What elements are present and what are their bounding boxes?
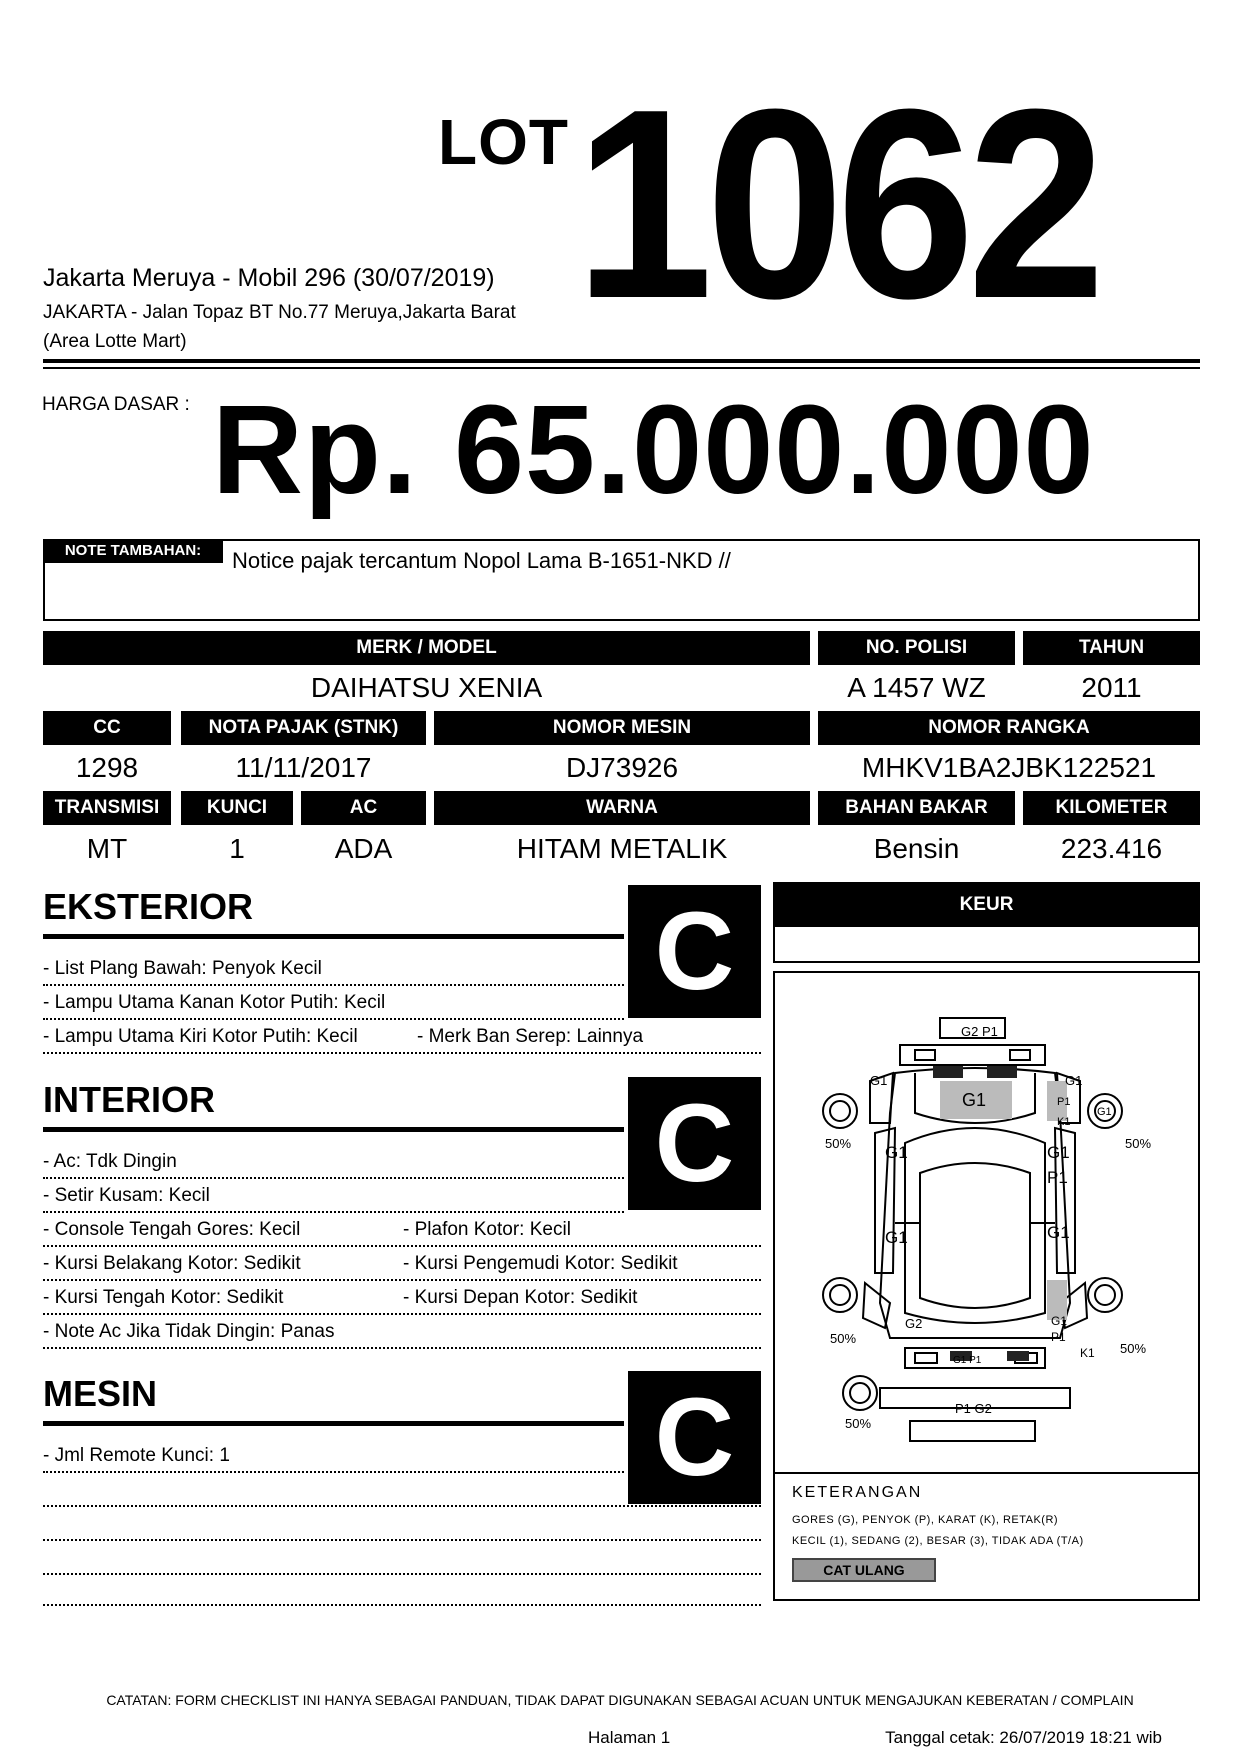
note-text: Notice pajak tercantum Nopol Lama B-1651-NKD // [232, 548, 731, 573]
rear-bumper-label: P1 G2 [955, 1401, 992, 1416]
lot-label: LOT [438, 106, 569, 178]
front-bumper [900, 1045, 1045, 1065]
r-rear-door-label: G1 [1047, 1223, 1070, 1242]
auction-title: Jakarta Meruya - Mobil 296 (30/07/2019) [43, 264, 495, 292]
interior-title: INTERIOR [43, 1079, 216, 1120]
rangka-value: MHKV1BA2JBK122521 [861, 752, 1157, 783]
kunci-header: KUNCI [181, 791, 293, 825]
lot-number: 1062 [575, 54, 1099, 355]
pajak-header: NOTA PAJAK (STNK) [181, 711, 426, 745]
r-front-door-p-label: P1 [1047, 1168, 1068, 1187]
keterangan-legend-2: KECIL (1), SEDANG (2), BESAR (3), TIDAK ADA (T/A) [792, 1535, 1084, 1547]
keterangan-legend-1: GORES (G), PENYOK (P), KARAT (K), RETAK(R) [792, 1514, 1059, 1526]
cc-value: 1298 [75, 752, 139, 783]
interior-item: - Plafon Kotor: Kecil [403, 1219, 571, 1240]
fl-fender-label: G1 [870, 1073, 888, 1088]
print-date: Tanggal cetak: 26/07/2019 18:21 wib [885, 1728, 1162, 1747]
interior-item: - Console Tengah Gores: Kecil [43, 1219, 301, 1240]
interior-item: - Kursi Depan Kotor: Sedikit [403, 1287, 638, 1308]
mesin-empty-line [43, 1604, 761, 1606]
r-quarter-p-label: P1 [1051, 1330, 1066, 1344]
mesin-empty-line [43, 1539, 761, 1541]
polisi-header: NO. POLISI [818, 631, 1015, 665]
km-value: 223.416 [1060, 833, 1163, 864]
tailgate-label: G1 P1 [953, 1355, 982, 1366]
mesin-grade: C [628, 1371, 761, 1504]
l-quarter-label: G2 [905, 1316, 923, 1331]
r-quarter-k-label: K1 [1080, 1346, 1095, 1360]
interior-item: - Note Ac Jika Tidak Dingin: Panas [43, 1315, 761, 1349]
tire-rr-pct: 50% [1120, 1341, 1147, 1356]
note-label: NOTE TAMBAHAN: [43, 539, 223, 563]
interior-item: - Kursi Belakang Kotor: Sedikit [43, 1253, 301, 1274]
tire-spare-pct: 50% [845, 1416, 872, 1431]
merk-header: MERK / MODEL [43, 631, 810, 665]
bahan-header: BAHAN BAKAR [818, 791, 1015, 825]
l-rear-door-label: G1 [885, 1228, 908, 1247]
footer-catatan: CATATAN: FORM CHECKLIST INI HANYA SEBAGAI PANDUAN, TIDAK DAPAT DIGUNAKAN SEBAGAI ACUAN UNTUK MENGAJUKAN KEBERATAN / COMPLAIN [106, 1692, 1134, 1708]
eksterior-item: - Merk Ban Serep: Lainnya [417, 1026, 644, 1047]
interior-row [43, 1247, 761, 1281]
r-quarter-label: G1 [1051, 1314, 1068, 1328]
interior-row [43, 1281, 761, 1315]
fr-wheel-label: G1 [1097, 1106, 1112, 1118]
front-bumper-label: G2 P1 [961, 1024, 998, 1039]
eksterior-title: EKSTERIOR [43, 886, 254, 927]
kunci-value: 1 [229, 833, 245, 864]
mesin-item: - Jml Remote Kunci: 1 [43, 1439, 624, 1473]
header-divider [43, 359, 1200, 363]
bahan-value: Bensin [873, 833, 960, 864]
ac-header: AC [301, 791, 426, 825]
fr-fender-k-label: K1 [1057, 1116, 1071, 1128]
harga-dasar-label: HARGA DASAR : [42, 394, 190, 415]
rangka-header: NOMOR RANGKA [818, 711, 1200, 745]
eksterior-rule [43, 934, 624, 939]
mesin-header: NOMOR MESIN [434, 711, 810, 745]
warna-value: HITAM METALIK [516, 833, 728, 864]
interior-item: - Kursi Pengemudi Kotor: Sedikit [403, 1253, 678, 1274]
eksterior-item: - Lampu Utama Kiri Kotor Putih: Kecil [43, 1026, 358, 1047]
eksterior-row [43, 1020, 761, 1054]
fr-fender-label: G1 [1065, 1073, 1083, 1088]
cat-ulang-swatch: CAT ULANG [792, 1558, 936, 1582]
interior-item: - Kursi Tengah Kotor: Sedikit [43, 1287, 284, 1308]
transmisi-value: MT [86, 833, 128, 864]
keur-header: KEUR [773, 882, 1200, 927]
interior-row [43, 1213, 761, 1247]
page-number: Halaman 1 [588, 1728, 671, 1747]
mesin-empty-line [43, 1505, 761, 1507]
km-header: KILOMETER [1023, 791, 1200, 825]
cc-header: CC [43, 711, 171, 745]
hood-label: G1 [962, 1090, 987, 1110]
tire-rl-pct: 50% [830, 1331, 857, 1346]
l-front-door-label: G1 [885, 1143, 908, 1162]
interior-grade: C [628, 1077, 761, 1210]
keur-box [773, 925, 1200, 963]
keterangan-divider [773, 1472, 1200, 1474]
interior-rule [43, 1127, 624, 1132]
polisi-value: A 1457 WZ [847, 672, 986, 703]
eksterior-grade: C [628, 885, 761, 1018]
mesin-empty-line [43, 1573, 761, 1575]
tire-fl-pct: 50% [825, 1136, 852, 1151]
merk-value: DAIHATSU XENIA [310, 672, 543, 703]
mesin-title: MESIN [43, 1373, 158, 1414]
fr-fender-p-label: P1 [1057, 1096, 1071, 1108]
interior-item: - Ac: Tdk Dingin [43, 1145, 624, 1179]
tahun-value: 2011 [1081, 672, 1142, 703]
header-divider-thin [43, 367, 1200, 369]
ac-value: ADA [334, 833, 393, 864]
pajak-value: 11/11/2017 [235, 752, 372, 783]
mesin-rule [43, 1421, 624, 1426]
interior-item: - Setir Kusam: Kecil [43, 1179, 624, 1213]
mesin-value: DJ73926 [565, 752, 679, 783]
warna-header: WARNA [434, 791, 810, 825]
keterangan-title: KETERANGAN [792, 1484, 923, 1501]
eksterior-item: - Lampu Utama Kanan Kotor Putih: Kecil [43, 986, 624, 1020]
tire-fr-pct: 50% [1125, 1136, 1152, 1151]
harga-dasar-value: Rp. 65.000.000 [212, 379, 1095, 520]
transmisi-header: TRANSMISI [43, 791, 171, 825]
car-diagram [775, 973, 1198, 1470]
auction-address: JAKARTA - Jalan Topaz BT No.77 Meruya,Jakarta Barat (Area Lotte Mart) [43, 302, 516, 352]
r-front-door-label: G1 [1047, 1143, 1070, 1162]
tahun-header: TAHUN [1023, 631, 1200, 665]
eksterior-item: - List Plang Bawah: Penyok Kecil [43, 952, 624, 986]
rear-plate [910, 1421, 1035, 1441]
